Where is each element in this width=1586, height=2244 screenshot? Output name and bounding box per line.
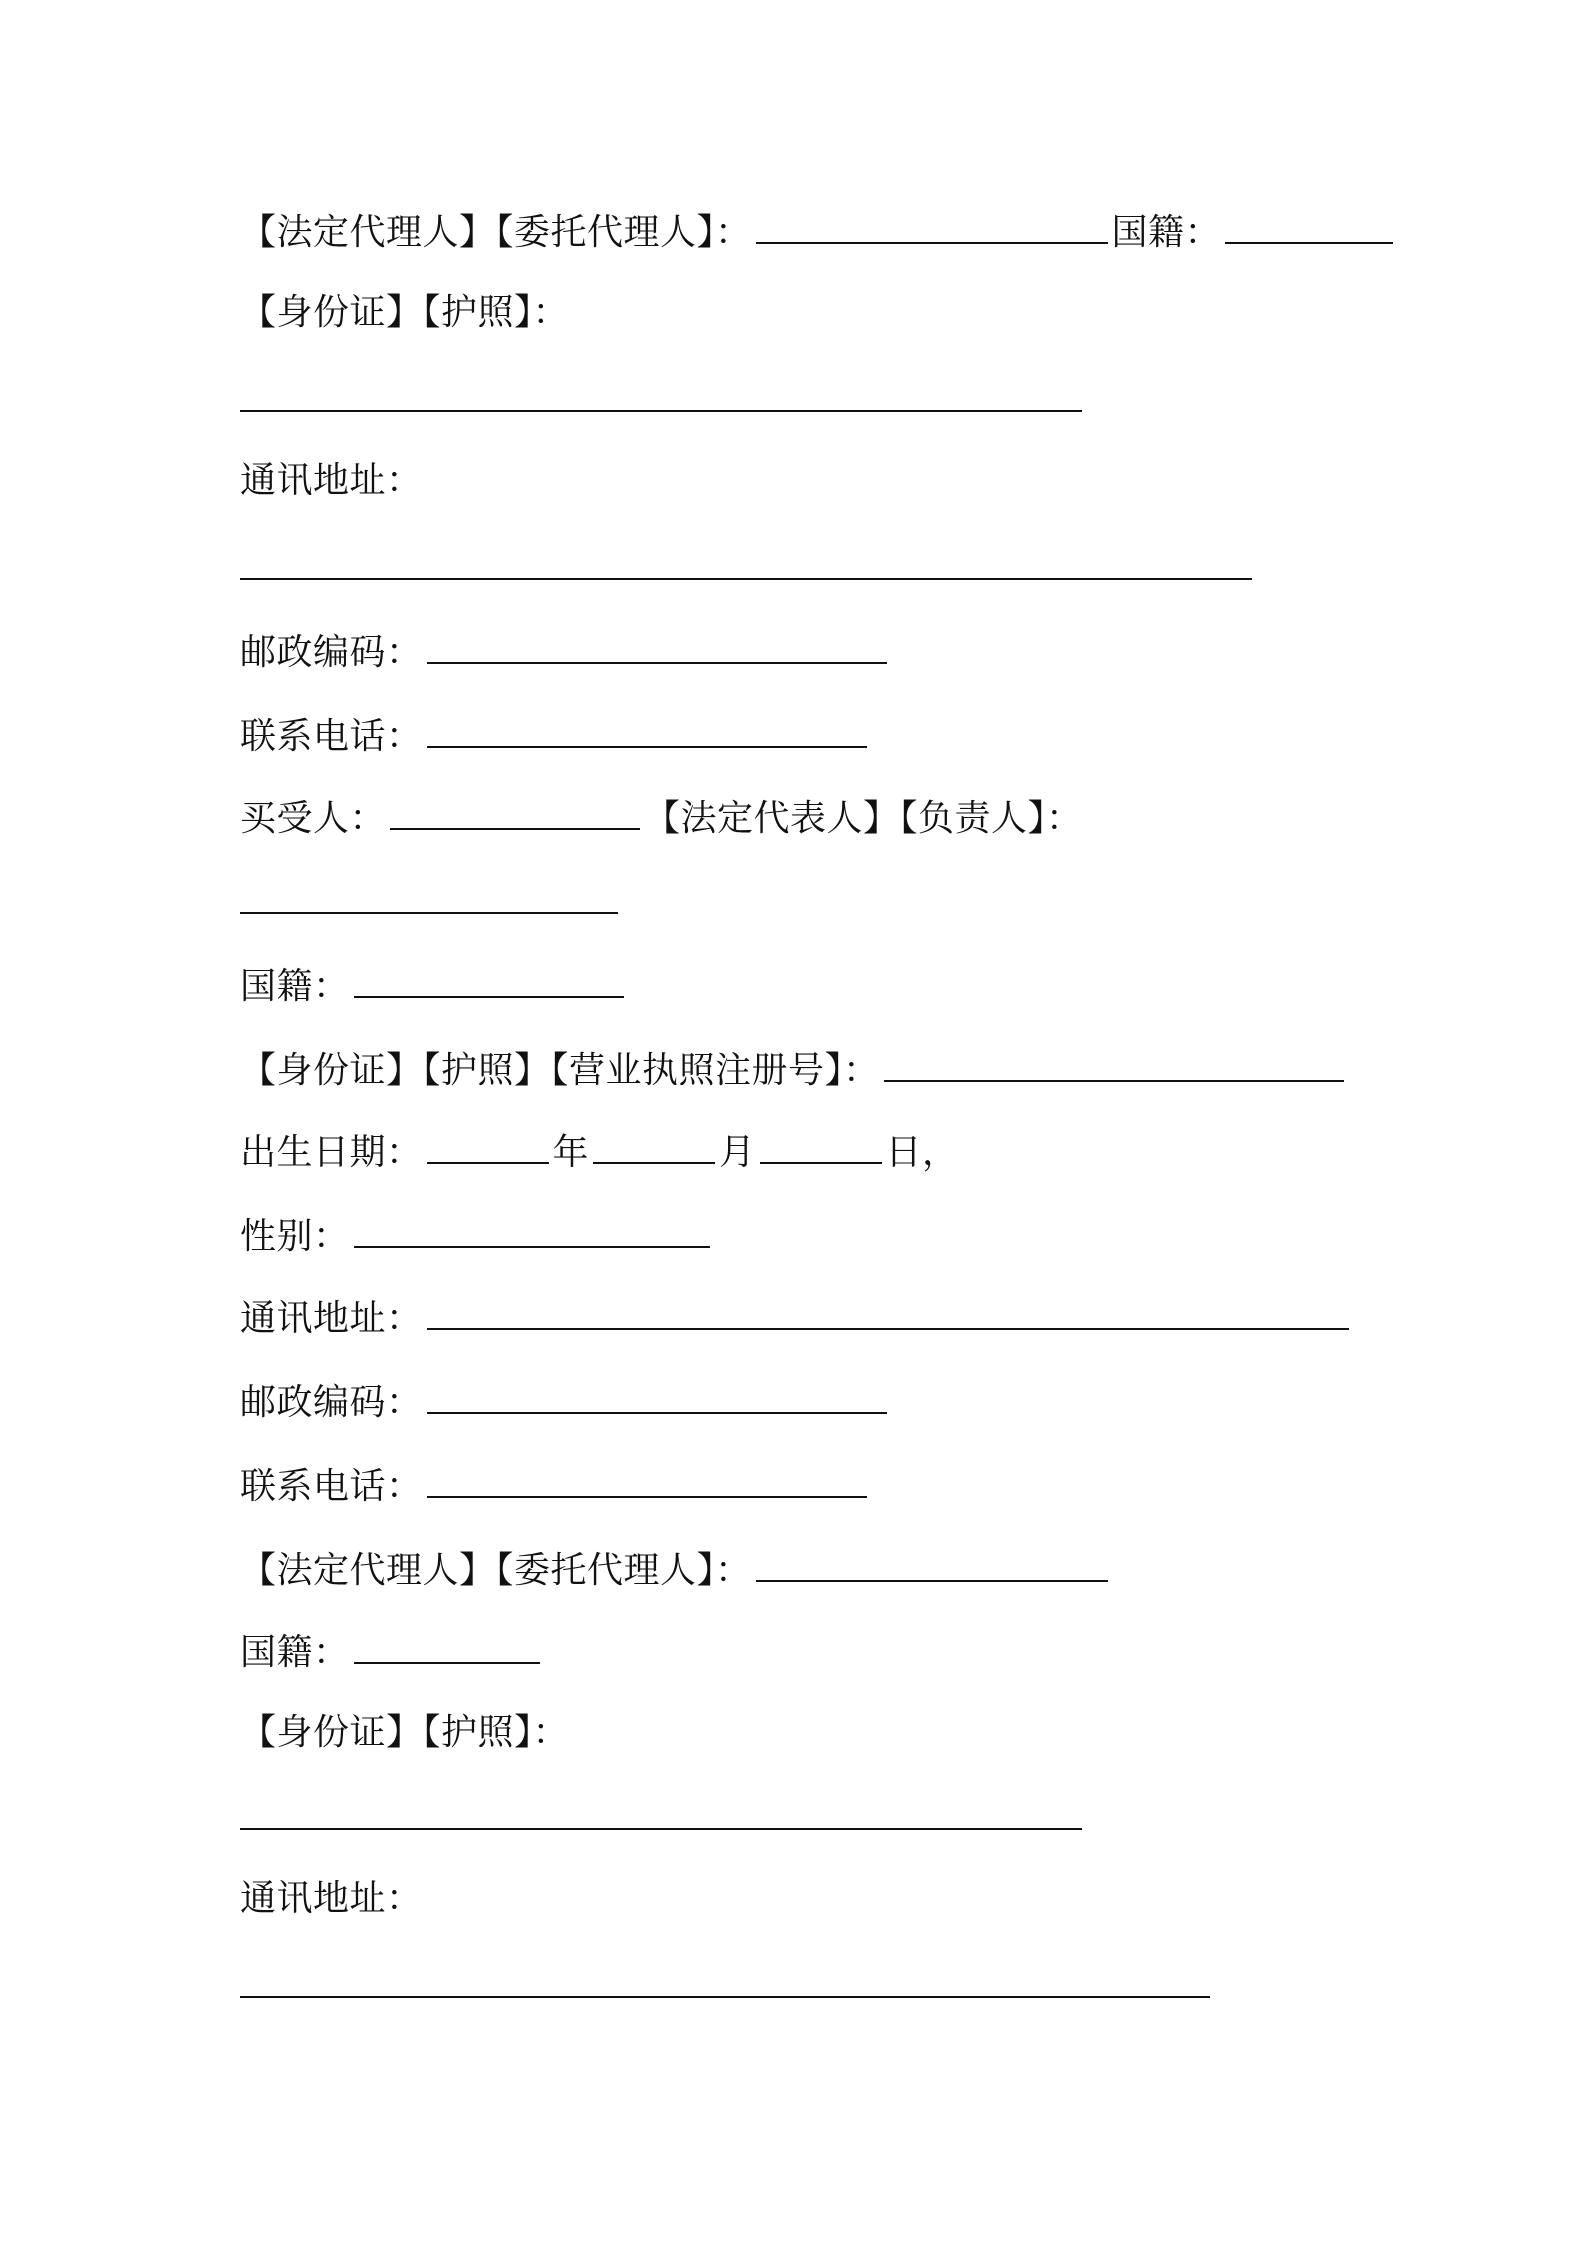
id-passport-blank-row [240,372,1086,426]
buyer-agent-blank[interactable] [756,1542,1108,1582]
agent-id-blank[interactable] [240,1790,1082,1830]
agent-row [240,204,1397,258]
buyer-id-label: 【身份证】【护照】【营业执照注册号】： [240,1050,880,1091]
agent-id-blank-row [240,1790,1086,1844]
agent-blank[interactable] [756,204,1108,244]
buyer-address-label: 通讯地址： [240,1298,423,1339]
buyer-nationality-row [240,958,628,1012]
buyer-agent-row [240,1542,1112,1596]
id-passport-row [240,288,569,338]
legal-rep-label: 【法定代表人】【负责人】： [644,798,1083,839]
postcode-label: 邮政编码： [240,632,423,673]
buyer-blank[interactable] [390,790,640,830]
phone-label: 联系电话： [240,716,423,757]
birthdate-label: 出生日期： [240,1132,423,1173]
agent-address-label: 通讯地址： [240,1878,423,1919]
birth-year-blank[interactable] [427,1124,549,1164]
buyer-postcode-blank[interactable] [427,1374,887,1414]
agent-nationality-blank[interactable] [354,1624,540,1664]
phone-blank[interactable] [427,708,867,748]
buyer-nationality-blank[interactable] [354,958,624,998]
birth-day-blank[interactable] [760,1124,882,1164]
day-label: 日， [885,1132,959,1173]
id-passport-label: 【身份证】【护照】： [240,292,570,333]
gender-row [240,1208,714,1262]
address-blank[interactable] [240,540,1252,580]
birthdate-row [240,1124,959,1178]
legal-rep-blank-row [240,874,622,928]
buyer-label: 买受人： [240,798,387,839]
buyer-phone-row [240,1458,871,1512]
buyer-postcode-label: 邮政编码： [240,1382,423,1423]
birth-month-blank[interactable] [593,1124,715,1164]
address-blank-row [240,540,1256,594]
buyer-row [240,790,1083,844]
postcode-row [240,624,891,678]
agent-id-row [240,1708,569,1758]
gender-label: 性别： [240,1216,350,1257]
buyer-address-blank[interactable] [427,1290,1349,1330]
agent-label: 【法定代理人】【委托代理人】： [240,212,752,253]
agent-address-row [240,1874,423,1924]
address-row [240,456,423,506]
buyer-address-row [240,1290,1353,1344]
agent-nationality-row [240,1624,544,1678]
agent-id-label: 【身份证】【护照】： [240,1712,570,1753]
agent-nationality-label: 国籍： [240,1632,350,1673]
postcode-blank[interactable] [427,624,887,664]
buyer-nationality-label: 国籍： [240,966,350,1007]
id-passport-blank[interactable] [240,372,1082,412]
agent-address-blank-row [240,1958,1214,2012]
buyer-id-blank[interactable] [884,1042,1344,1082]
address-label: 通讯地址： [240,460,423,501]
agent-address-blank[interactable] [240,1958,1210,1998]
buyer-id-row [240,1042,1348,1096]
year-label: 年 [552,1132,590,1173]
phone-row [240,708,871,762]
gender-blank[interactable] [354,1208,710,1248]
legal-rep-blank[interactable] [240,874,618,914]
buyer-phone-label: 联系电话： [240,1466,423,1507]
nationality-label: 国籍： [1111,212,1222,253]
nationality-blank[interactable] [1225,204,1393,244]
buyer-postcode-row [240,1374,891,1428]
buyer-agent-label: 【法定代理人】【委托代理人】： [240,1550,752,1591]
buyer-phone-blank[interactable] [427,1458,867,1498]
month-label: 月 [719,1132,756,1173]
